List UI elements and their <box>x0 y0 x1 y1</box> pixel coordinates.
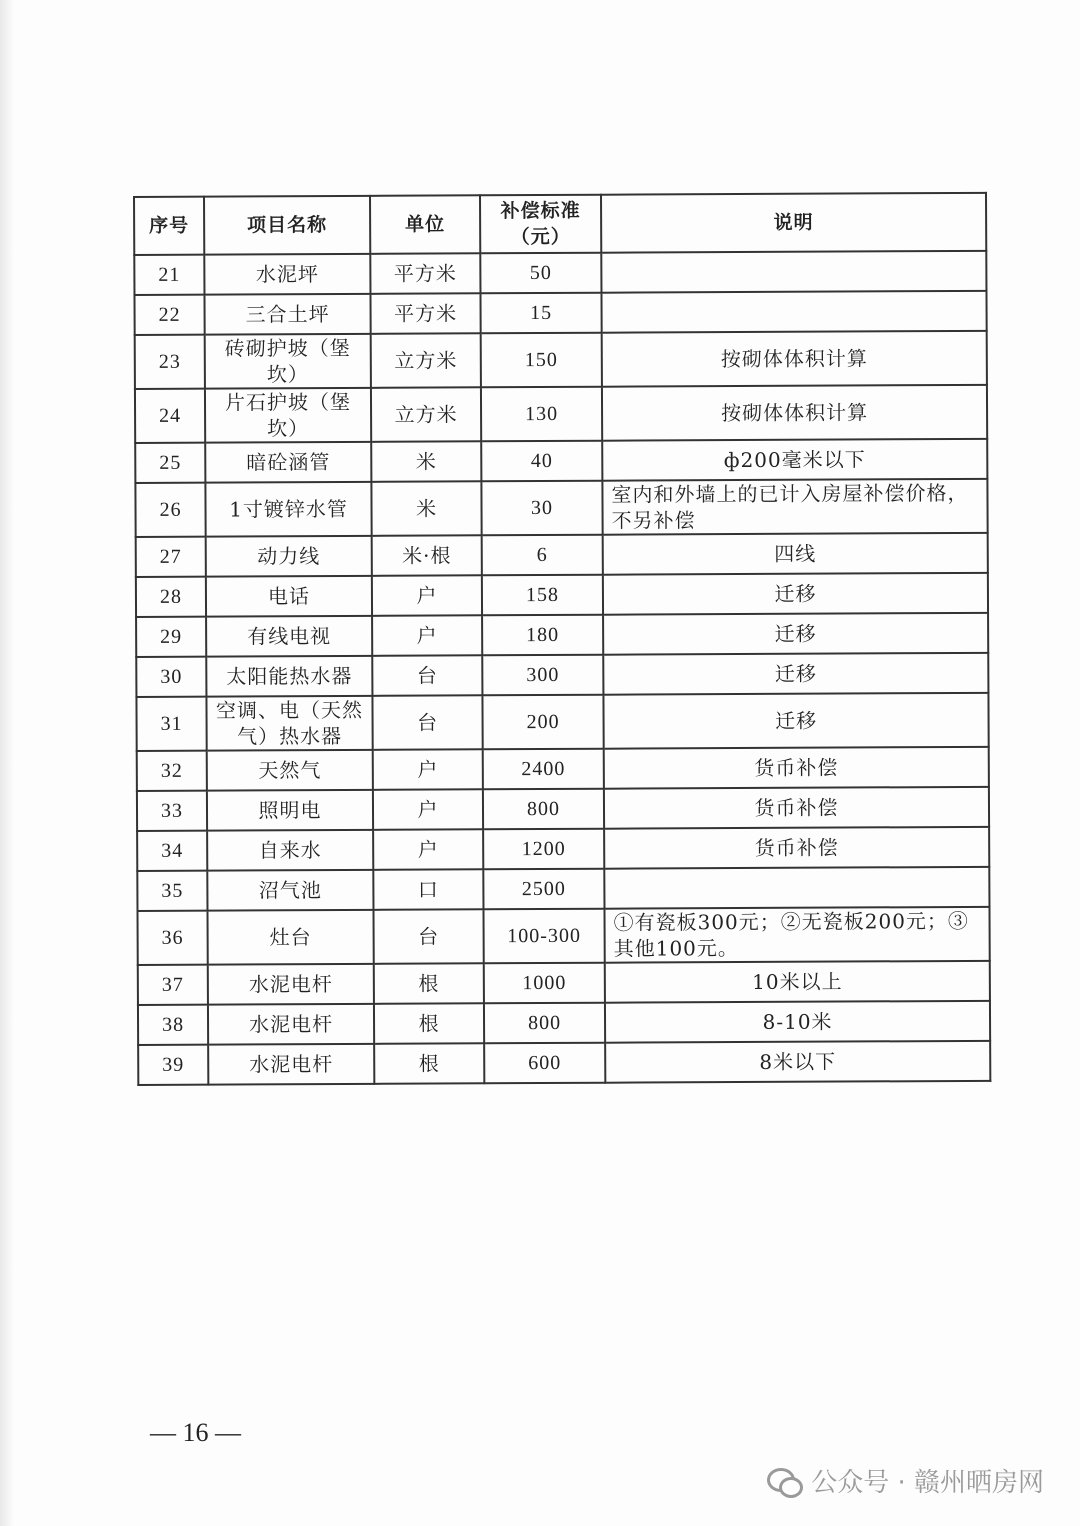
cell-unit: 米 <box>371 481 481 536</box>
cell-standard: 2400 <box>483 749 604 790</box>
cell-name: 照明电 <box>207 790 373 831</box>
header-standard <box>480 195 601 254</box>
cell-note: 货币补偿 <box>604 787 989 829</box>
cell-note: 10米以上 <box>605 961 990 1003</box>
cell-seq: 32 <box>137 751 207 791</box>
cell-note: 迁移 <box>603 573 988 615</box>
table-row <box>137 787 989 831</box>
cell-seq: 39 <box>138 1045 208 1085</box>
table-row <box>137 907 989 965</box>
table-row <box>136 613 988 657</box>
header-seq: 序号 <box>134 197 204 255</box>
cell-note: 按砌体体积计算 <box>602 385 987 441</box>
cell-note: 8米以下 <box>605 1041 990 1083</box>
cell-seq: 21 <box>134 255 204 295</box>
cell-note: 迁移 <box>603 613 988 655</box>
cell-seq: 26 <box>135 483 205 537</box>
cell-seq: 24 <box>135 389 205 443</box>
cell-name: 太阳能热水器 <box>206 656 372 697</box>
cell-seq: 35 <box>137 871 207 911</box>
cell-note <box>601 291 986 333</box>
cell-standard: 6 <box>482 535 603 576</box>
table-row <box>134 291 986 335</box>
cell-standard: 2500 <box>483 869 604 910</box>
cell-seq: 31 <box>136 697 206 751</box>
cell-unit: 立方米 <box>371 387 481 442</box>
cell-unit: 米·根 <box>372 535 482 576</box>
cell-unit: 根 <box>374 1003 484 1044</box>
cell-name: 片石护坡（堡坎） <box>205 388 371 443</box>
cell-standard: 50 <box>480 253 601 294</box>
cell-name: 水泥坪 <box>204 254 370 295</box>
cell-standard: 40 <box>481 441 602 482</box>
cell-unit: 平方米 <box>370 293 480 334</box>
wechat-icon <box>767 1466 801 1496</box>
header-standard-line2: （元） <box>510 225 571 249</box>
cell-unit: 口 <box>373 869 483 910</box>
table-row <box>135 385 987 443</box>
table-row <box>134 251 986 295</box>
cell-standard: 600 <box>484 1043 605 1084</box>
cell-name: 沼气池 <box>207 870 373 911</box>
cell-note <box>601 251 986 293</box>
watermark-text: 公众号 · 赣州晒房网 <box>811 1468 1044 1498</box>
cell-name: 有线电视 <box>206 616 372 657</box>
cell-unit: 平方米 <box>370 253 480 294</box>
cell-name: 1寸镀锌水管 <box>205 482 371 537</box>
cell-unit: 米 <box>371 441 481 482</box>
cell-name: 三合土坪 <box>204 294 370 335</box>
cell-unit: 户 <box>373 749 483 790</box>
table-row <box>137 827 989 871</box>
cell-note: 迁移 <box>603 653 988 695</box>
cell-unit: 根 <box>374 963 484 1004</box>
table-header-row <box>134 193 986 255</box>
cell-name: 水泥电杆 <box>208 1004 374 1045</box>
cell-note: ф200毫米以下 <box>602 439 987 481</box>
cell-standard: 800 <box>484 1003 605 1044</box>
cell-seq: 25 <box>135 443 205 483</box>
cell-note <box>604 867 989 909</box>
cell-standard: 300 <box>482 655 603 696</box>
cell-standard: 158 <box>482 575 603 616</box>
cell-name: 天然气 <box>207 750 373 791</box>
cell-standard: 150 <box>481 333 602 388</box>
cell-seq: 27 <box>136 537 206 577</box>
cell-seq: 29 <box>136 617 206 657</box>
cell-unit: 户 <box>373 789 483 830</box>
cell-standard: 15 <box>480 293 601 334</box>
cell-standard: 100-300 <box>483 909 604 964</box>
header-note: 说明 <box>601 193 986 253</box>
cell-standard: 800 <box>483 789 604 830</box>
page-number: — 16 — <box>150 1418 241 1447</box>
cell-unit: 户 <box>372 615 482 656</box>
cell-name: 自来水 <box>207 830 373 871</box>
cell-name: 空调、电（天然气）热水器 <box>206 696 372 751</box>
cell-standard: 1000 <box>484 963 605 1004</box>
table-row <box>135 439 987 483</box>
table-row <box>136 573 988 617</box>
cell-name: 电话 <box>206 576 372 617</box>
cell-note: 货币补偿 <box>604 827 989 869</box>
cell-standard: 180 <box>482 615 603 656</box>
cell-seq: 36 <box>137 911 207 965</box>
cell-name: 水泥电杆 <box>208 1044 374 1085</box>
compensation-table <box>133 192 991 1086</box>
cell-seq: 37 <box>138 965 208 1005</box>
header-unit: 单位 <box>370 195 480 254</box>
table-row <box>135 331 987 389</box>
cell-standard: 30 <box>481 481 602 536</box>
cell-note: 货币补偿 <box>604 747 989 789</box>
cell-unit: 户 <box>372 575 482 616</box>
table-row <box>136 533 988 577</box>
header-standard-line1: 补偿标准 <box>500 199 581 223</box>
scan-edge <box>0 0 14 1526</box>
table-row <box>138 1001 990 1045</box>
table-row <box>138 961 990 1005</box>
table-row <box>137 867 989 911</box>
cell-name: 暗砼涵管 <box>205 442 371 483</box>
cell-note: 迁移 <box>603 693 988 749</box>
cell-note: 室内和外墙上的已计入房屋补偿价格，不另补偿 <box>602 479 987 535</box>
cell-standard: 1200 <box>483 829 604 870</box>
cell-unit: 台 <box>372 695 482 750</box>
cell-name: 灶台 <box>207 910 373 965</box>
cell-note: 按砌体体积计算 <box>602 331 987 387</box>
cell-seq: 23 <box>135 335 205 389</box>
cell-name: 动力线 <box>206 536 372 577</box>
cell-standard: 130 <box>481 387 602 442</box>
cell-unit: 立方米 <box>371 333 481 388</box>
table-row <box>137 747 989 791</box>
cell-seq: 28 <box>136 577 206 617</box>
cell-unit: 台 <box>372 655 482 696</box>
cell-seq: 34 <box>137 831 207 871</box>
cell-seq: 22 <box>134 295 204 335</box>
cell-seq: 33 <box>137 791 207 831</box>
table-row <box>136 693 988 751</box>
header-name: 项目名称 <box>204 196 370 255</box>
table-row <box>135 479 987 537</box>
cell-seq: 38 <box>138 1005 208 1045</box>
cell-standard: 200 <box>482 695 603 750</box>
cell-unit: 户 <box>373 829 483 870</box>
table-row <box>136 653 988 697</box>
cell-seq: 30 <box>136 657 206 697</box>
cell-name: 水泥电杆 <box>208 964 374 1005</box>
cell-name: 砖砌护坡（堡坎） <box>205 334 371 389</box>
cell-note: ①有瓷板300元；②无瓷板200元；③其他100元。 <box>604 907 989 963</box>
table-row <box>138 1041 990 1085</box>
cell-note: 四线 <box>603 533 988 575</box>
cell-unit: 台 <box>373 909 483 964</box>
cell-note: 8-10米 <box>605 1001 990 1043</box>
cell-unit: 根 <box>374 1043 484 1084</box>
watermark <box>767 1462 1044 1499</box>
